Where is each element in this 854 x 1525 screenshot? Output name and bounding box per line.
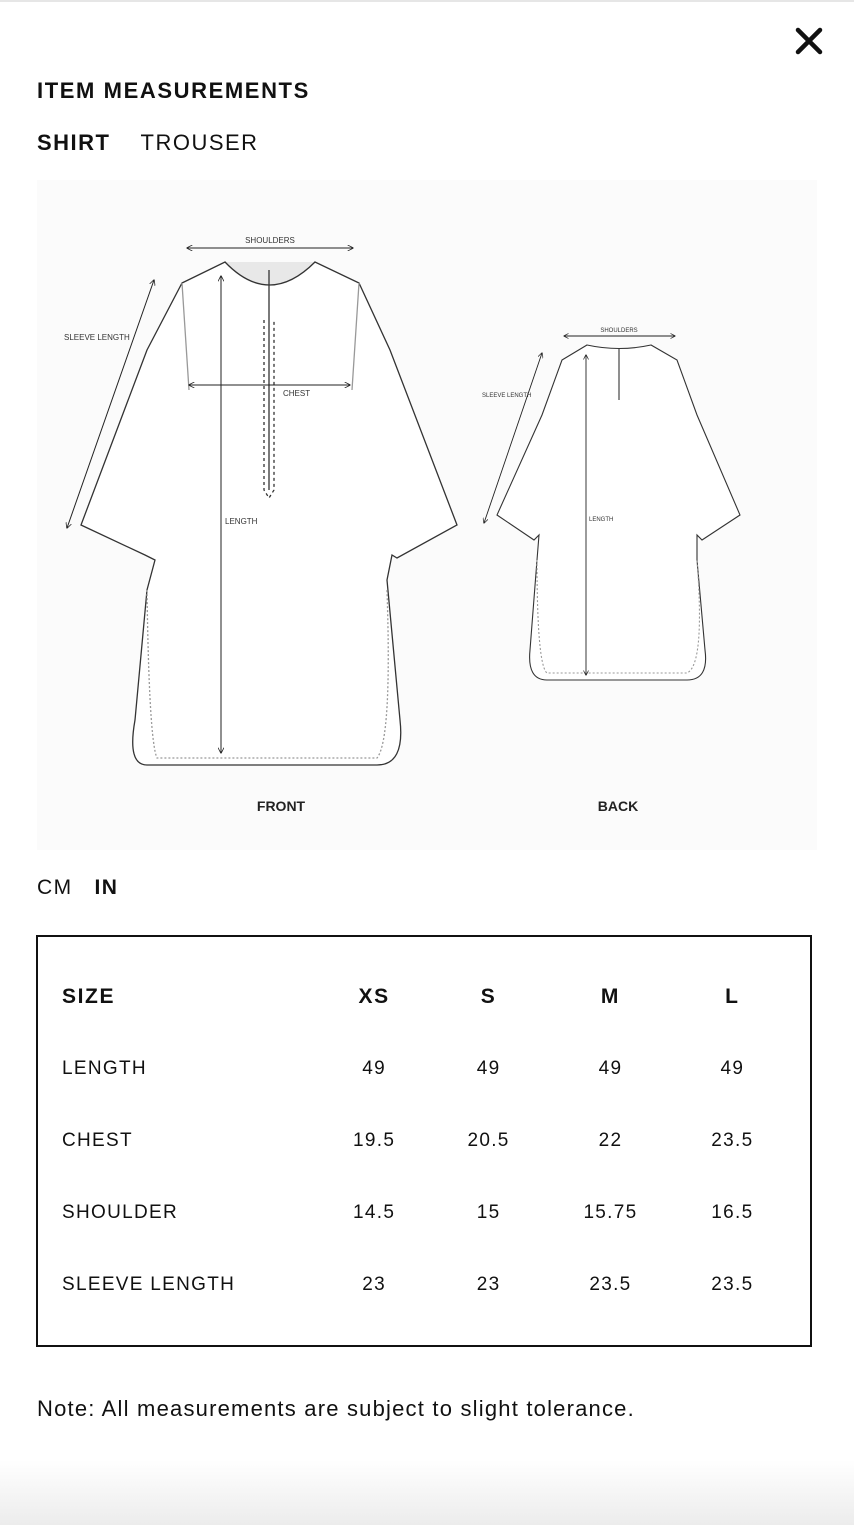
table-row — [62, 1033, 810, 1105]
measurement-diagram — [37, 180, 817, 850]
cell-value: 23.5 — [711, 1130, 754, 1151]
front-shoulders-label: SHOULDERS — [245, 236, 295, 245]
front-chest-label: CHEST — [283, 389, 311, 398]
cell-value: 16.5 — [711, 1202, 754, 1223]
top-divider — [0, 0, 854, 2]
header-xs: XS — [358, 985, 390, 1008]
tolerance-note: Note: All measurements are subject to slight tolerance. — [37, 1396, 635, 1421]
cell-value: 23.5 — [589, 1274, 632, 1295]
cell-value: 15 — [476, 1202, 501, 1223]
unit-in[interactable]: IN — [94, 876, 119, 899]
back-caption: BACK — [597, 798, 639, 814]
cell-value: 15.75 — [583, 1202, 638, 1223]
cell-value: 19.5 — [353, 1130, 396, 1151]
row-label: SHOULDER — [62, 1202, 178, 1223]
size-chart — [36, 935, 812, 1347]
header-s: S — [480, 985, 497, 1008]
table-row — [62, 1105, 810, 1177]
size-table — [62, 961, 810, 1321]
bottom-fade — [0, 1460, 854, 1525]
back-sleeve-length-label: SLEEVE LENGTH — [482, 393, 532, 399]
cell-value: 23 — [362, 1274, 386, 1295]
unit-toggle — [37, 876, 118, 900]
front-caption: FRONT — [256, 798, 306, 814]
row-label: CHEST — [62, 1130, 133, 1151]
cell-value: 23.5 — [711, 1274, 754, 1295]
cell-value: 20.5 — [467, 1130, 510, 1151]
cell-value: 49 — [476, 1058, 501, 1079]
row-label: LENGTH — [62, 1058, 147, 1079]
front-sleeve-length-label: SLEEVE LENGTH — [64, 333, 130, 342]
cell-value: 23 — [476, 1274, 501, 1295]
tab-shirt[interactable]: SHIRT — [37, 130, 111, 155]
table-row — [62, 1249, 810, 1321]
back-shoulders-label: SHOULDERS — [600, 328, 638, 334]
close-icon — [790, 22, 828, 60]
back-length-label: LENGTH — [589, 517, 614, 523]
garment-tabs — [37, 130, 259, 156]
close-button[interactable] — [790, 22, 828, 60]
tab-trouser[interactable]: TROUSER — [140, 130, 259, 155]
unit-cm[interactable]: CM — [37, 876, 73, 899]
header-l: L — [725, 985, 740, 1008]
cell-value: 49 — [362, 1058, 386, 1079]
table-row — [62, 1177, 810, 1249]
table-header-row — [62, 961, 810, 1033]
header-size: SIZE — [62, 985, 116, 1008]
cell-value: 14.5 — [353, 1202, 396, 1223]
cell-value: 22 — [598, 1130, 623, 1151]
cell-value: 49 — [720, 1058, 745, 1079]
modal-title: ITEM MEASUREMENTS — [37, 78, 310, 103]
front-length-label: LENGTH — [225, 517, 258, 526]
row-label: SLEEVE LENGTH — [62, 1274, 236, 1295]
header-m: M — [600, 985, 620, 1008]
cell-value: 49 — [598, 1058, 623, 1079]
